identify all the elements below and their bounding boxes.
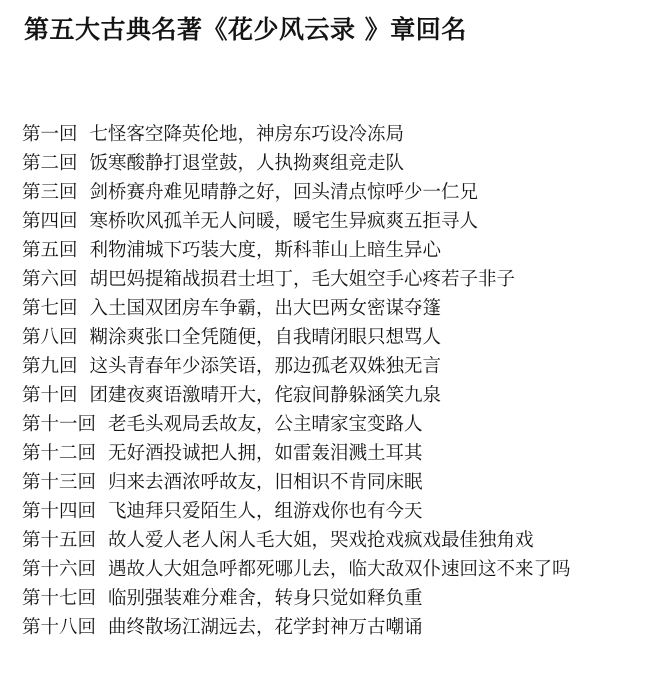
chapter-name: 寒桥吹风孤羊无人问暖，暖宅生异疯爽五拒寻人	[89, 211, 479, 232]
chapter-name: 饭寒酸静打退堂鼓，人执拗爽组竞走队	[89, 153, 405, 174]
chapter-number: 第三回	[22, 182, 78, 203]
chapter-list	[22, 120, 571, 642]
chapter-number: 第六回	[22, 269, 78, 290]
chapter-number: 第五回	[22, 240, 78, 261]
chapter-item	[22, 178, 571, 207]
chapter-number: 第七回	[22, 298, 78, 319]
chapter-number: 第十五回	[22, 530, 97, 551]
chapter-name: 剑桥赛舟难见晴静之好，回头清点惊呼少一仁兄	[89, 182, 479, 203]
chapter-item	[22, 207, 571, 236]
chapter-number: 第十一回	[22, 414, 97, 435]
chapter-item	[22, 120, 571, 149]
chapter-name: 遇故人大姐急呼都死哪儿去，临大敌双仆速回这不来了吗	[108, 559, 571, 580]
chapter-number: 第四回	[22, 211, 78, 232]
chapter-item	[22, 497, 571, 526]
chapter-number: 第十回	[22, 385, 78, 406]
chapter-name: 团建夜爽语激晴开大，侘寂间静躲涵笑九泉	[89, 385, 442, 406]
chapter-item	[22, 352, 571, 381]
chapter-name: 归来去酒浓呼故友，旧相识不肯同床眠	[108, 472, 423, 493]
chapter-item	[22, 294, 571, 323]
chapter-number: 第十八回	[22, 617, 97, 638]
chapter-number: 第八回	[22, 327, 78, 348]
chapter-name: 利物浦城下巧装大度，斯科菲山上暗生异心	[89, 240, 442, 261]
chapter-name: 入土国双团房车争霸，出大巴两女密谋夺篷	[89, 298, 442, 319]
chapter-number: 第十七回	[22, 588, 97, 609]
chapter-item	[22, 323, 571, 352]
chapter-item	[22, 149, 571, 178]
chapter-item	[22, 613, 571, 642]
chapter-number: 第一回	[22, 124, 78, 145]
chapter-name: 糊涂爽张口全凭随便，自我晴闭眼只想骂人	[89, 327, 442, 348]
chapter-item	[22, 265, 571, 294]
chapter-number: 第二回	[22, 153, 78, 174]
chapter-name: 临别强装难分难舍，转身只觉如释负重	[108, 588, 423, 609]
chapter-name: 七怪客空降英伦地，神房东巧设冷冻局	[89, 124, 405, 145]
chapter-item	[22, 381, 571, 410]
chapter-name: 曲终散场江湖远去，花学封神万古嘲诵	[108, 617, 423, 638]
chapter-name: 故人爱人老人闲人毛大姐，哭戏抢戏疯戏最佳独角戏	[108, 530, 534, 551]
chapter-item	[22, 410, 571, 439]
chapter-item	[22, 555, 571, 584]
chapter-name: 飞迪拜只爱陌生人，组游戏你也有今天	[108, 501, 423, 522]
chapter-number: 第十六回	[22, 559, 97, 580]
chapter-number: 第十二回	[22, 443, 97, 464]
page-title: 第五大古典名著《花少风云录 》章回名	[24, 15, 467, 44]
chapter-item	[22, 236, 571, 265]
chapter-number: 第十三回	[22, 472, 97, 493]
chapter-name: 无好酒投诚把人拥，如雷轰泪溅土耳其	[108, 443, 423, 464]
chapter-name: 这头青春年少添笑语，那边孤老双姝独无言	[89, 356, 442, 377]
chapter-number: 第九回	[22, 356, 78, 377]
chapter-number: 第十四回	[22, 501, 97, 522]
chapter-item	[22, 584, 571, 613]
chapter-item	[22, 439, 571, 468]
chapter-item	[22, 468, 571, 497]
chapter-name: 老毛头观局丢故友，公主晴家宝变路人	[108, 414, 423, 435]
chapter-item	[22, 526, 571, 555]
chapter-name: 胡巴妈提箱战损君士坦丁，毛大姐空手心疼若子非子	[89, 269, 516, 290]
